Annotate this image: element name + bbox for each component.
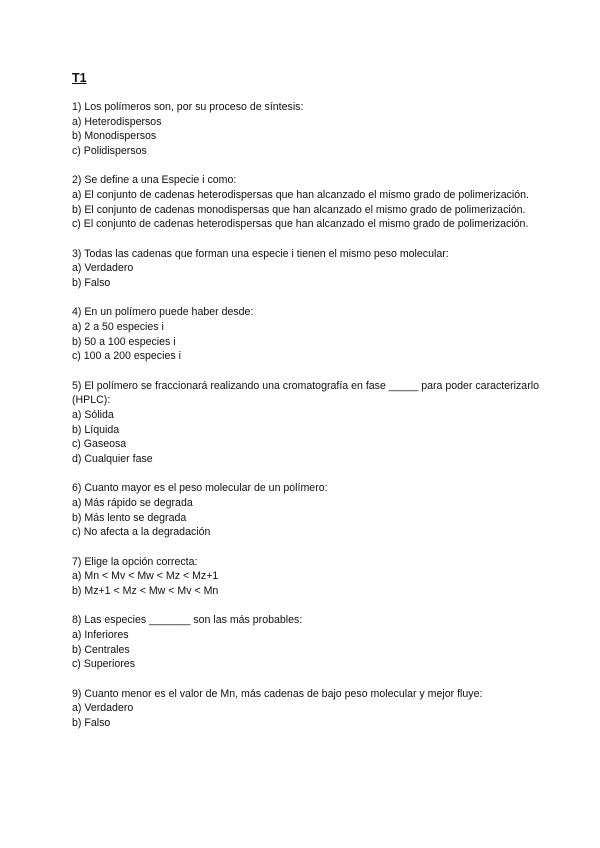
question-7: [72, 555, 540, 599]
question-1: [72, 100, 540, 159]
question-text: 1) Los polímeros son, por su proceso de síntesis:: [72, 101, 304, 113]
page-title: T1: [72, 71, 87, 85]
question-text: 7) Elige la opción correcta:: [72, 555, 198, 568]
answer-option: a) Verdadero: [72, 262, 134, 275]
answer-option: c) Polidispersos: [72, 145, 147, 158]
answer-option: c) Superiores: [72, 658, 135, 671]
answer-option: a) Inferiores: [72, 628, 129, 641]
answer-option: b) Mz+1 < Mz < Mw < Mv < Mn: [72, 584, 219, 597]
answer-option: c) Gaseosa: [72, 438, 127, 451]
answer-option: b) Líquida: [72, 423, 120, 436]
question-text: 2) Se define a una Especie i como:: [72, 174, 237, 187]
answer-option: a) Verdadero: [72, 702, 134, 715]
answer-option: b) Centrales: [72, 643, 130, 656]
answer-option: a) Más rápido se degrada: [72, 496, 193, 509]
question-text: 8) Las especies _______ son las más probables:: [72, 614, 303, 627]
question-text: 5) El polímero se fraccionará realizando una cromatografía en fase _____ para poder caracterizarlo (HPLC):: [72, 379, 539, 407]
answer-option: b) 50 a 100 especies i: [72, 335, 176, 348]
answer-option: a) Mn < Mv < Mw < Mz < Mz+1: [72, 570, 219, 583]
answer-option: c) El conjunto de cadenas heterodispersas que han alcanzado el mismo grado de polimerización.: [72, 218, 529, 231]
answer-option: b) Falso: [72, 277, 111, 290]
question-list: [72, 100, 540, 731]
answer-option: b) Más lento se degrada: [72, 511, 187, 524]
question-5: [72, 379, 540, 467]
answer-option: a) Heterodispersos: [72, 115, 162, 128]
question-9: [72, 687, 540, 731]
answer-option: b) Falso: [72, 716, 111, 729]
question-2: [72, 173, 540, 232]
question-4: [72, 305, 540, 364]
answer-option: a) Sólida: [72, 408, 114, 421]
answer-option: c) 100 a 200 especies i: [72, 350, 181, 363]
question-text: 9) Cuanto menor es el valor de Mn, más cadenas de bajo peso molecular y mejor fluye:: [72, 687, 483, 700]
answer-option: b) Monodispersos: [72, 130, 157, 143]
answer-option: a) 2 a 50 especies i: [72, 320, 164, 333]
answer-option: c) No afecta a la degradación: [72, 526, 211, 539]
question-text: 6) Cuanto mayor es el peso molecular de un polímero:: [72, 482, 328, 495]
question-text: 4) En un polímero puede haber desde:: [72, 306, 254, 319]
question-6: [72, 481, 540, 540]
answer-option: d) Cualquier fase: [72, 453, 153, 466]
answer-option: a) El conjunto de cadenas heterodispersas que han alcanzado el mismo grado de polimerización.: [72, 189, 529, 202]
question-8: [72, 613, 540, 672]
answer-option: b) El conjunto de cadenas monodispersas que han alcanzado el mismo grado de polimerización.: [72, 203, 526, 216]
question-text: 3) Todas las cadenas que forman una especie i tienen el mismo peso molecular:: [72, 247, 449, 260]
question-3: [72, 247, 540, 291]
